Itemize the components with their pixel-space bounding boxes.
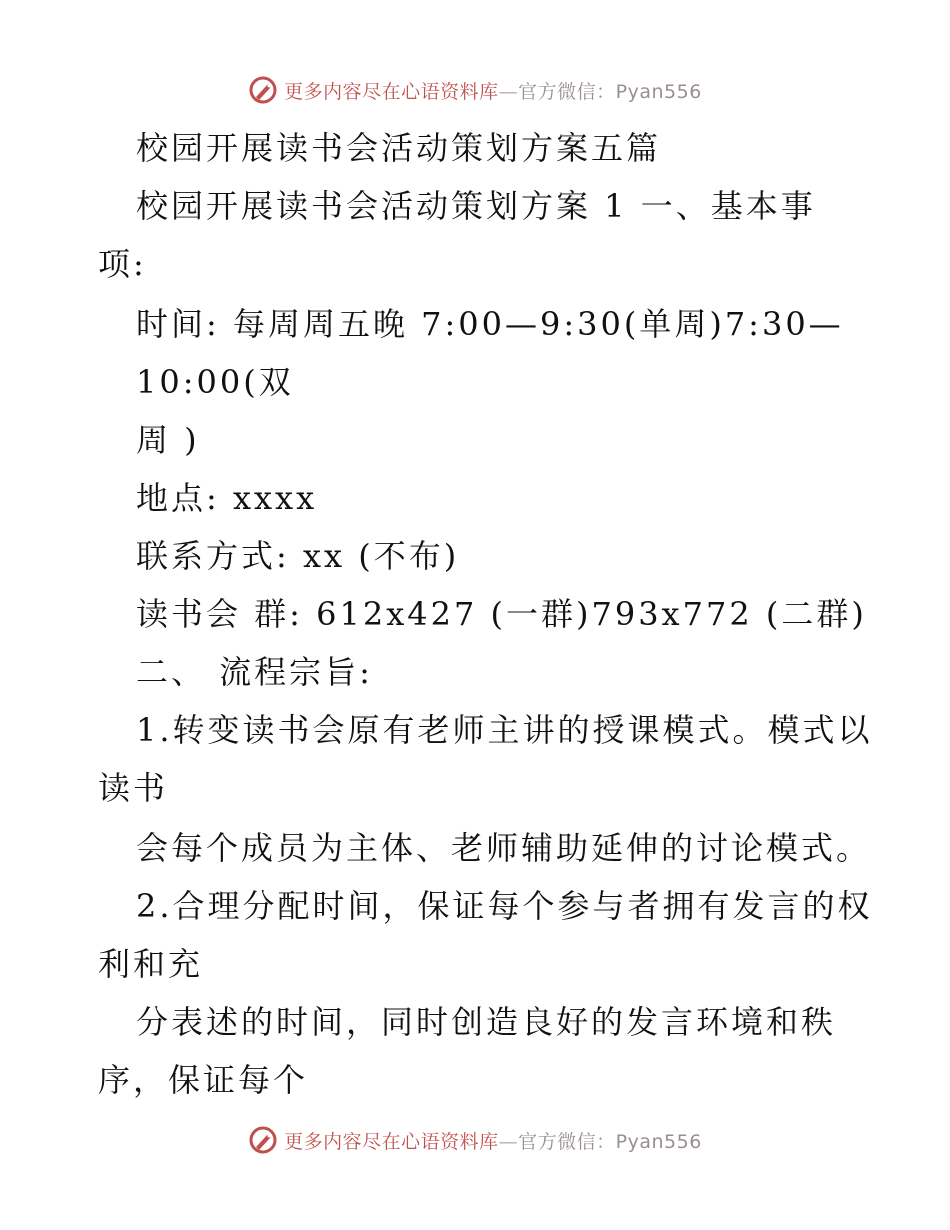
pen-logo-icon — [248, 1125, 278, 1155]
footer-banner — [0, 1120, 950, 1160]
paragraph-line: 联系方式: xx (不布) — [136, 537, 460, 575]
paragraph-line: 校园开展读书会活动策划方案 1 一、基本事 — [136, 187, 816, 225]
paragraph-line: 地点: xxxx — [136, 479, 318, 517]
header-banner — [0, 70, 950, 110]
paragraph-line: 1.转变读书会原有老师主讲的授课模式。模式以 — [136, 711, 873, 749]
paragraph-line: 项: — [98, 245, 147, 283]
document-title: 校园开展读书会活动策划方案五篇 — [136, 129, 662, 167]
paragraph-line: 分表述的时间，同时创造良好的发言环境和秩 — [136, 1003, 837, 1041]
paragraph-line: 利和充 — [98, 945, 204, 983]
pen-logo-icon — [248, 75, 278, 105]
paragraph-line: 10:00(双 — [136, 363, 294, 401]
paragraph-line: 会每个成员为主体、老师辅助延伸的讨论模式。 — [136, 829, 872, 867]
paragraph-line: 读书会 群: 612x427 (一群)793x772 (二群) — [136, 595, 867, 633]
paragraph-line: 2.合理分配时间，保证每个参与者拥有发言的权 — [136, 887, 873, 925]
banner-text: 更多内容尽在心语资料库—官方微信：Pyan556 — [284, 1130, 702, 1153]
paragraph-line: 序，保证每个 — [98, 1061, 309, 1099]
paragraph-line: 时间: 每周周五晚 7:00—9:30(单周)7:30— — [136, 305, 844, 343]
paragraph-line: 二、 流程宗旨: — [136, 653, 373, 691]
paragraph-line: 读书 — [98, 769, 169, 807]
banner-text: 更多内容尽在心语资料库—官方微信：Pyan556 — [284, 80, 702, 103]
paragraph-line: 周 ) — [136, 421, 200, 459]
